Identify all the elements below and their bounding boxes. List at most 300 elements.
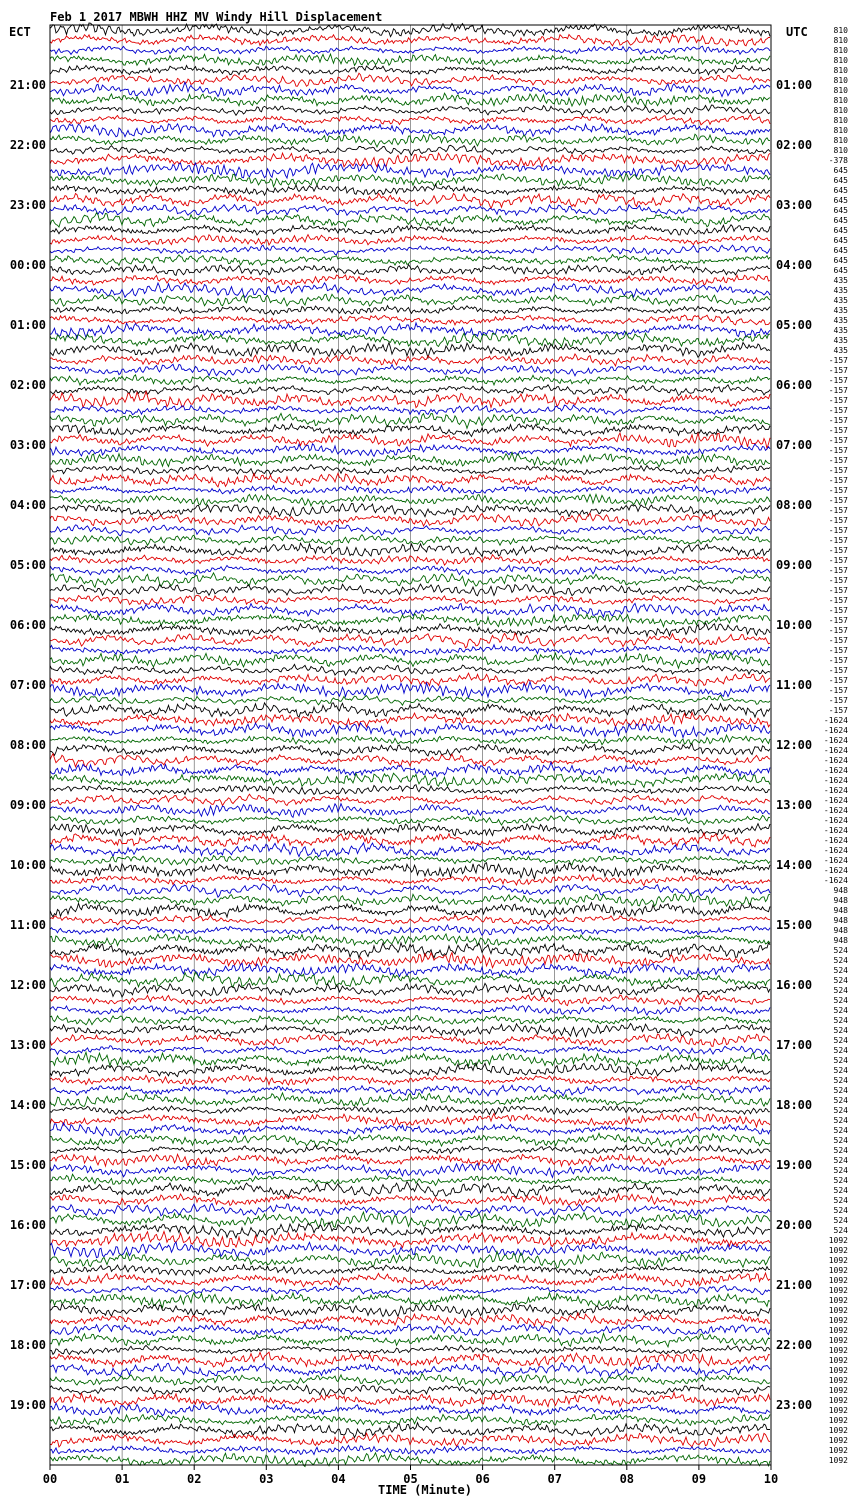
scale-label: 524 [833,1156,848,1165]
trace-143 [50,1446,770,1456]
scale-label: 645 [833,256,848,265]
trace-8 [50,93,770,107]
trace-135 [50,1363,770,1377]
right-hour-label: 14:00 [776,858,813,872]
trace-61 [50,623,770,636]
scale-label: -157 [828,366,848,375]
scale-label: -157 [828,686,848,695]
trace-36 [50,375,770,385]
x-tick-label: 02 [186,1472,202,1486]
left-hour-label: 13:00 [9,1038,46,1052]
trace-60 [50,614,770,627]
scale-label: 810 [833,66,848,75]
scale-label: 524 [833,1146,848,1155]
scale-label: -157 [828,436,848,445]
scale-label: -157 [828,616,848,625]
scale-label: -1624 [823,806,848,815]
x-tick-label: 09 [691,1472,707,1486]
scale-label: -1624 [823,856,848,865]
trace-94 [50,953,770,968]
trace-24 [50,255,770,266]
trace-128 [50,1293,770,1308]
scale-label: 948 [833,936,848,945]
trace-40 [50,413,770,428]
scale-label: 524 [833,996,848,1005]
right-hour-label: 03:00 [776,198,813,212]
trace-76 [50,773,770,787]
right-hour-label: 16:00 [776,978,813,992]
left-hour-label: 12:00 [9,978,46,992]
scale-label: 810 [833,136,848,145]
trace-5 [50,65,770,74]
scale-label: -157 [828,426,848,435]
scale-label: 645 [833,196,848,205]
trace-62 [50,633,770,648]
trace-43 [50,444,770,457]
left-hour-label: 18:00 [9,1338,46,1352]
scale-label: 1092 [828,1256,848,1265]
scale-label: -157 [828,586,848,595]
scale-label: 1092 [828,1296,848,1305]
scale-label: -1624 [823,876,848,885]
scale-label: -157 [828,486,848,495]
scale-label: 524 [833,1056,848,1065]
seismic-traces [50,23,770,1467]
scale-label: -1624 [823,816,848,825]
scale-label: 524 [833,1196,848,1205]
left-hour-label: 06:00 [9,618,46,632]
trace-scale-labels [824,26,848,1465]
scale-label: 948 [833,916,848,925]
scale-label: -157 [828,456,848,465]
scale-label: 645 [833,236,848,245]
scale-label: -157 [828,646,848,655]
left-hour-label: 09:00 [9,798,46,812]
left-hour-label: 08:00 [9,738,46,752]
trace-114 [50,1154,770,1166]
scale-label: -1624 [823,766,848,775]
trace-139 [50,1403,770,1416]
scale-label: 524 [833,1026,848,1035]
trace-101 [50,1024,770,1037]
trace-112 [50,1133,770,1147]
trace-71 [50,723,770,738]
scale-label: 810 [833,56,848,65]
right-hour-label: 06:00 [776,378,813,392]
trace-127 [50,1286,770,1295]
scale-label: 524 [833,1176,848,1185]
scale-label: -1624 [823,746,848,755]
trace-99 [50,1005,770,1015]
scale-label: -157 [828,476,848,485]
trace-64 [50,652,770,668]
trace-22 [50,235,770,245]
x-axis-label: TIME (Minute) [378,1483,472,1497]
trace-104 [50,1052,770,1066]
x-tick-label: 01 [114,1472,130,1486]
trace-93 [50,943,770,958]
trace-18 [50,193,770,208]
scale-label: 810 [833,146,848,155]
left-hour-label: 16:00 [9,1218,46,1232]
scale-label: -157 [828,406,848,415]
trace-80 [50,815,770,825]
trace-21 [50,225,770,235]
scale-label: -157 [828,416,848,425]
trace-27 [50,283,770,297]
scale-label: 524 [833,976,848,985]
scale-label: 645 [833,166,848,175]
scale-label: 524 [833,956,848,965]
trace-75 [50,762,770,777]
trace-103 [50,1046,770,1055]
x-tick-label: 04 [331,1472,346,1486]
x-tick-label: 03 [259,1472,274,1486]
scale-label: -157 [828,446,848,455]
left-hour-label: 04:00 [9,498,46,512]
scale-label: -1624 [823,776,848,785]
trace-55 [50,565,770,575]
left-hour-label: 19:00 [9,1398,46,1412]
trace-32 [50,332,770,347]
trace-53 [50,543,770,556]
trace-41 [50,424,770,437]
trace-48 [50,494,770,506]
right-hour-label: 04:00 [776,258,813,272]
scale-label: 524 [833,1106,848,1115]
trace-87 [50,884,770,898]
trace-56 [50,573,770,587]
trace-42 [50,433,770,449]
trace-25 [50,265,770,276]
scale-label: 524 [833,1206,848,1215]
trace-136 [50,1374,770,1386]
scale-label: 524 [833,1166,848,1175]
left-hour-label: 00:00 [9,258,46,272]
right-hour-label: 10:00 [776,618,813,632]
left-hour-label: 05:00 [9,558,46,572]
scale-label: 948 [833,896,848,905]
trace-141 [50,1423,770,1438]
trace-30 [50,315,770,325]
scale-label: 435 [833,316,848,325]
trace-81 [50,823,770,836]
scale-label: 1092 [828,1456,848,1465]
trace-132 [50,1333,770,1347]
right-hour-label: 20:00 [776,1218,813,1232]
trace-6 [50,73,770,86]
trace-126 [50,1273,770,1287]
trace-79 [50,804,770,818]
scale-label: 524 [833,1066,848,1075]
trace-137 [50,1385,770,1396]
scale-label: 645 [833,246,848,255]
trace-51 [50,525,770,536]
scale-label: 524 [833,1136,848,1145]
right-hour-label: 12:00 [776,738,813,752]
trace-10 [50,115,770,125]
scale-label: 645 [833,266,848,275]
trace-90 [50,915,770,925]
left-hour-label: 23:00 [9,198,46,212]
scale-label: -157 [828,556,848,565]
trace-17 [50,184,770,195]
trace-52 [50,535,770,546]
scale-label: 645 [833,186,848,195]
trace-11 [50,124,770,137]
trace-37 [50,385,770,396]
left-hour-label: 10:00 [9,858,46,872]
scale-label: 1092 [828,1276,848,1285]
trace-119 [50,1204,770,1217]
scale-label: 1092 [828,1236,848,1245]
trace-74 [50,754,770,768]
scale-label: 524 [833,1076,848,1085]
trace-63 [50,645,770,655]
x-tick-label: 05 [403,1472,418,1486]
left-hour-label: 03:00 [9,438,46,452]
scale-label: -1624 [823,846,848,855]
trace-45 [50,465,770,476]
trace-82 [50,833,770,847]
trace-49 [50,504,770,517]
x-tick-label: 10 [763,1472,779,1486]
scale-label: 435 [833,326,848,335]
trace-29 [50,306,770,315]
left-hour-label: 02:00 [9,378,46,392]
trace-105 [50,1063,770,1077]
scale-label: -157 [828,696,848,705]
left-hour-label: 11:00 [9,918,46,932]
scale-label: -157 [828,496,848,505]
trace-65 [50,664,770,675]
trace-7 [50,82,770,96]
scale-label: -1624 [823,866,848,875]
trace-129 [50,1304,770,1318]
scale-label: 1092 [828,1326,848,1335]
scale-label: -157 [828,356,848,365]
scale-label: 810 [833,116,848,125]
left-hour-label: 21:00 [9,78,46,92]
left-hour-label: 01:00 [9,318,46,332]
trace-72 [50,735,770,745]
scale-label: -157 [828,466,848,475]
x-tick-label: 08 [619,1472,635,1486]
scale-label: 645 [833,216,848,225]
trace-9 [50,105,770,115]
scale-label: 1092 [828,1246,848,1255]
trace-34 [50,354,770,366]
scale-label: -1624 [823,736,848,745]
scale-label: -157 [828,526,848,535]
trace-110 [50,1113,770,1127]
scale-label: 645 [833,226,848,235]
left-hour-label: 14:00 [9,1098,46,1112]
scale-label: 948 [833,906,848,915]
right-hour-label: 09:00 [776,558,813,572]
trace-78 [50,794,770,805]
trace-73 [50,744,770,756]
right-hour-label: 11:00 [776,678,813,692]
scale-label: 435 [833,336,848,345]
scale-label: -1624 [823,716,848,725]
scale-label: 524 [833,1216,848,1225]
scale-label: 1092 [828,1306,848,1315]
scale-label: 1092 [828,1416,848,1425]
scale-label: -157 [828,626,848,635]
scale-label: -157 [828,516,848,525]
trace-121 [50,1222,770,1237]
trace-117 [50,1182,770,1198]
trace-85 [50,863,770,879]
scale-label: 948 [833,926,848,935]
trace-88 [50,894,770,907]
scale-label: -157 [828,666,848,675]
trace-15 [50,163,770,178]
scale-label: 524 [833,946,848,955]
scale-label: 524 [833,1226,848,1235]
scale-label: -157 [828,536,848,545]
trace-35 [50,364,770,376]
trace-16 [50,173,770,186]
trace-100 [50,1015,770,1025]
scale-label: 524 [833,1116,848,1125]
left-hour-label: 07:00 [9,678,46,692]
trace-131 [50,1324,770,1335]
scale-label: 1092 [828,1356,848,1365]
scale-label: -157 [828,706,848,715]
x-tick-label: 06 [475,1472,490,1486]
scale-label: 1092 [828,1316,848,1325]
right-hour-label: 17:00 [776,1038,813,1052]
trace-133 [50,1345,770,1354]
scale-label: -157 [828,376,848,385]
right-hour-label: 01:00 [776,78,813,92]
scale-label: 435 [833,306,848,315]
scale-label: 948 [833,886,848,895]
scale-label: 524 [833,1186,848,1195]
scale-label: 524 [833,1016,848,1025]
trace-13 [50,145,770,155]
right-hour-label: 15:00 [776,918,813,932]
trace-102 [50,1034,770,1047]
scale-label: 524 [833,1046,848,1055]
trace-3 [50,46,770,54]
trace-57 [50,584,770,596]
scale-label: 1092 [828,1446,848,1455]
trace-54 [50,555,770,565]
trace-4 [50,54,770,65]
trace-96 [50,972,770,987]
scale-label: 1092 [828,1376,848,1385]
scale-label: 1092 [828,1286,848,1295]
trace-77 [50,785,770,795]
scale-label: 1092 [828,1266,848,1275]
chart-title: Feb 1 2017 MBWH HHZ MV Windy Hill Displacement [50,10,383,24]
right-hour-label: 18:00 [776,1098,813,1112]
left-hour-label: 15:00 [9,1158,46,1172]
trace-124 [50,1251,770,1268]
trace-46 [50,473,770,487]
trace-31 [50,323,770,339]
right-hour-label: 05:00 [776,318,813,332]
scale-label: 435 [833,286,848,295]
scale-label: -1624 [823,786,848,795]
scale-label: 1092 [828,1426,848,1435]
trace-140 [50,1414,770,1425]
scale-label: 435 [833,296,848,305]
scale-label: 810 [833,36,848,45]
trace-12 [50,134,770,147]
scale-label: 524 [833,1006,848,1015]
right-hour-label: 19:00 [776,1158,813,1172]
scale-label: -1624 [823,756,848,765]
trace-108 [50,1093,770,1106]
right-hour-label: 23:00 [776,1398,813,1412]
trace-66 [50,673,770,686]
x-tick-label: 00 [42,1472,58,1486]
right-hour-label: 22:00 [776,1338,813,1352]
left-hour-label: 17:00 [9,1278,46,1292]
trace-28 [50,294,770,306]
scale-label: -1624 [823,796,848,805]
trace-2 [50,35,770,46]
scale-label: 1092 [828,1346,848,1355]
trace-23 [50,245,770,254]
scale-label: 810 [833,96,848,105]
trace-142 [50,1433,770,1447]
scale-label: -157 [828,386,848,395]
scale-label: 810 [833,106,848,115]
trace-58 [50,595,770,604]
scale-label: 810 [833,46,848,55]
trace-39 [50,405,770,415]
scale-label: 810 [833,76,848,85]
trace-115 [50,1164,770,1178]
trace-59 [50,603,770,617]
trace-84 [50,856,770,865]
right-timezone-label: UTC [786,25,808,39]
scale-label: 1092 [828,1386,848,1395]
scale-label: 1092 [828,1336,848,1345]
left-timezone-label: ECT [9,25,31,39]
scale-label: -1624 [823,826,848,835]
scale-label: -157 [828,656,848,665]
trace-89 [50,903,770,918]
scale-label: 1092 [828,1396,848,1405]
trace-95 [50,963,770,977]
scale-label: -157 [828,506,848,515]
scale-label: 645 [833,176,848,185]
trace-70 [50,713,770,727]
left-hour-label: 22:00 [9,138,46,152]
scale-label: 524 [833,966,848,975]
trace-120 [50,1212,770,1228]
scale-label: -378 [828,156,848,165]
scale-label: 524 [833,986,848,995]
trace-69 [50,703,770,717]
left-hour-labels [10,78,46,1412]
right-hour-label: 13:00 [776,798,813,812]
scale-label: 645 [833,206,848,215]
trace-19 [50,205,770,216]
scale-label: -157 [828,396,848,405]
scale-label: 524 [833,1086,848,1095]
right-hour-label: 07:00 [776,438,813,452]
trace-118 [50,1194,770,1206]
trace-98 [50,995,770,1006]
scale-label: 524 [833,1096,848,1105]
